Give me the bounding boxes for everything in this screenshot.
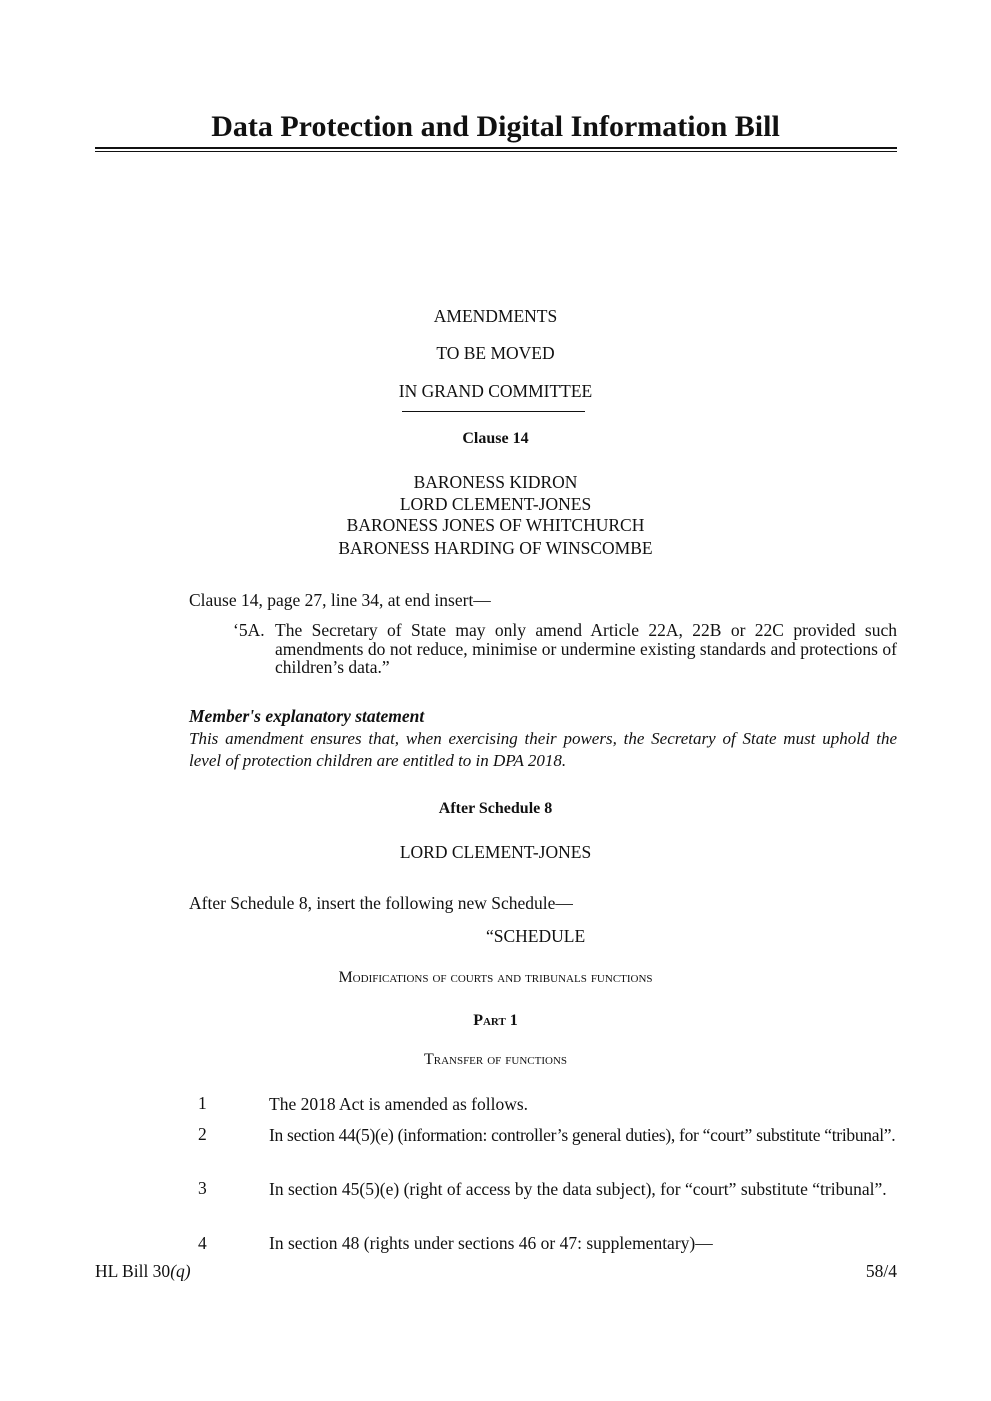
paragraph-number: 4 [198, 1233, 207, 1253]
schedule-heading: “SCHEDULE [486, 926, 586, 946]
statement-text: This amendment ensures that, when exercising their powers, the Secretary of State must uphold the level of protection children are entitled to in DPA 2018. [189, 729, 897, 770]
bill-number: HL Bill 30 [95, 1261, 171, 1281]
member-name: BARONESS HARDING OF WINSCOMBE [338, 538, 653, 558]
title-rule-top [95, 147, 897, 149]
schedule-title: Modifications of courts and tribunals functions [338, 969, 653, 986]
heading-line-3: IN GRAND COMMITTEE [398, 381, 593, 401]
footer-bill-number [95, 1261, 191, 1281]
insert-text: The Secretary of State may only amend Article 22A, 22B or 22C provided such amendments do not reduce, minimise or undermine existing standards and protections of children’s data.” [275, 620, 897, 677]
part-title: Transfer of functions [423, 1051, 568, 1068]
statement-heading: Member's explanatory statement [189, 706, 425, 726]
paragraph-number: 3 [198, 1178, 207, 1198]
member-name: LORD CLEMENT-JONES [399, 494, 592, 514]
member-name: LORD CLEMENT-JONES [399, 842, 592, 862]
member-name: BARONESS KIDRON [413, 472, 578, 492]
bill-title: Data Protection and Digital Information Bill [211, 110, 780, 143]
part-heading: Part 1 [473, 1012, 518, 1029]
footer-page-number: 58/4 [865, 1261, 897, 1281]
member-name: BARONESS JONES OF WHITCHURCH [346, 515, 645, 535]
paragraph-number: 1 [198, 1093, 207, 1113]
heading-rule [402, 411, 585, 412]
heading-line-1: AMENDMENTS [433, 306, 558, 326]
amendment-instruction: Clause 14, page 27, line 34, at end insert— [189, 590, 491, 610]
paragraph-number: 2 [198, 1124, 207, 1144]
section-heading: After Schedule 8 [438, 800, 553, 817]
amendment-instruction: After Schedule 8, insert the following new Schedule— [189, 893, 573, 913]
heading-line-2: TO BE MOVED [436, 343, 555, 363]
paragraph-text: The 2018 Act is amended as follows. [269, 1094, 529, 1114]
paragraph-text: In section 45(5)(e) (right of access by the data subject), for “court” substitute “tribunal”. [269, 1179, 887, 1199]
bill-suffix: (q) [170, 1261, 191, 1281]
paragraph-text: In section 48 (rights under sections 46 or 47: supplementary)— [269, 1233, 713, 1253]
paragraph-text: In section 44(5)(e) (information: controller’s general duties), for “court” substitute “tribunal”. [269, 1125, 896, 1145]
title-rule-bottom [95, 151, 897, 152]
insert-number: ‘5A. [233, 620, 265, 640]
clause-heading: Clause 14 [462, 430, 529, 447]
